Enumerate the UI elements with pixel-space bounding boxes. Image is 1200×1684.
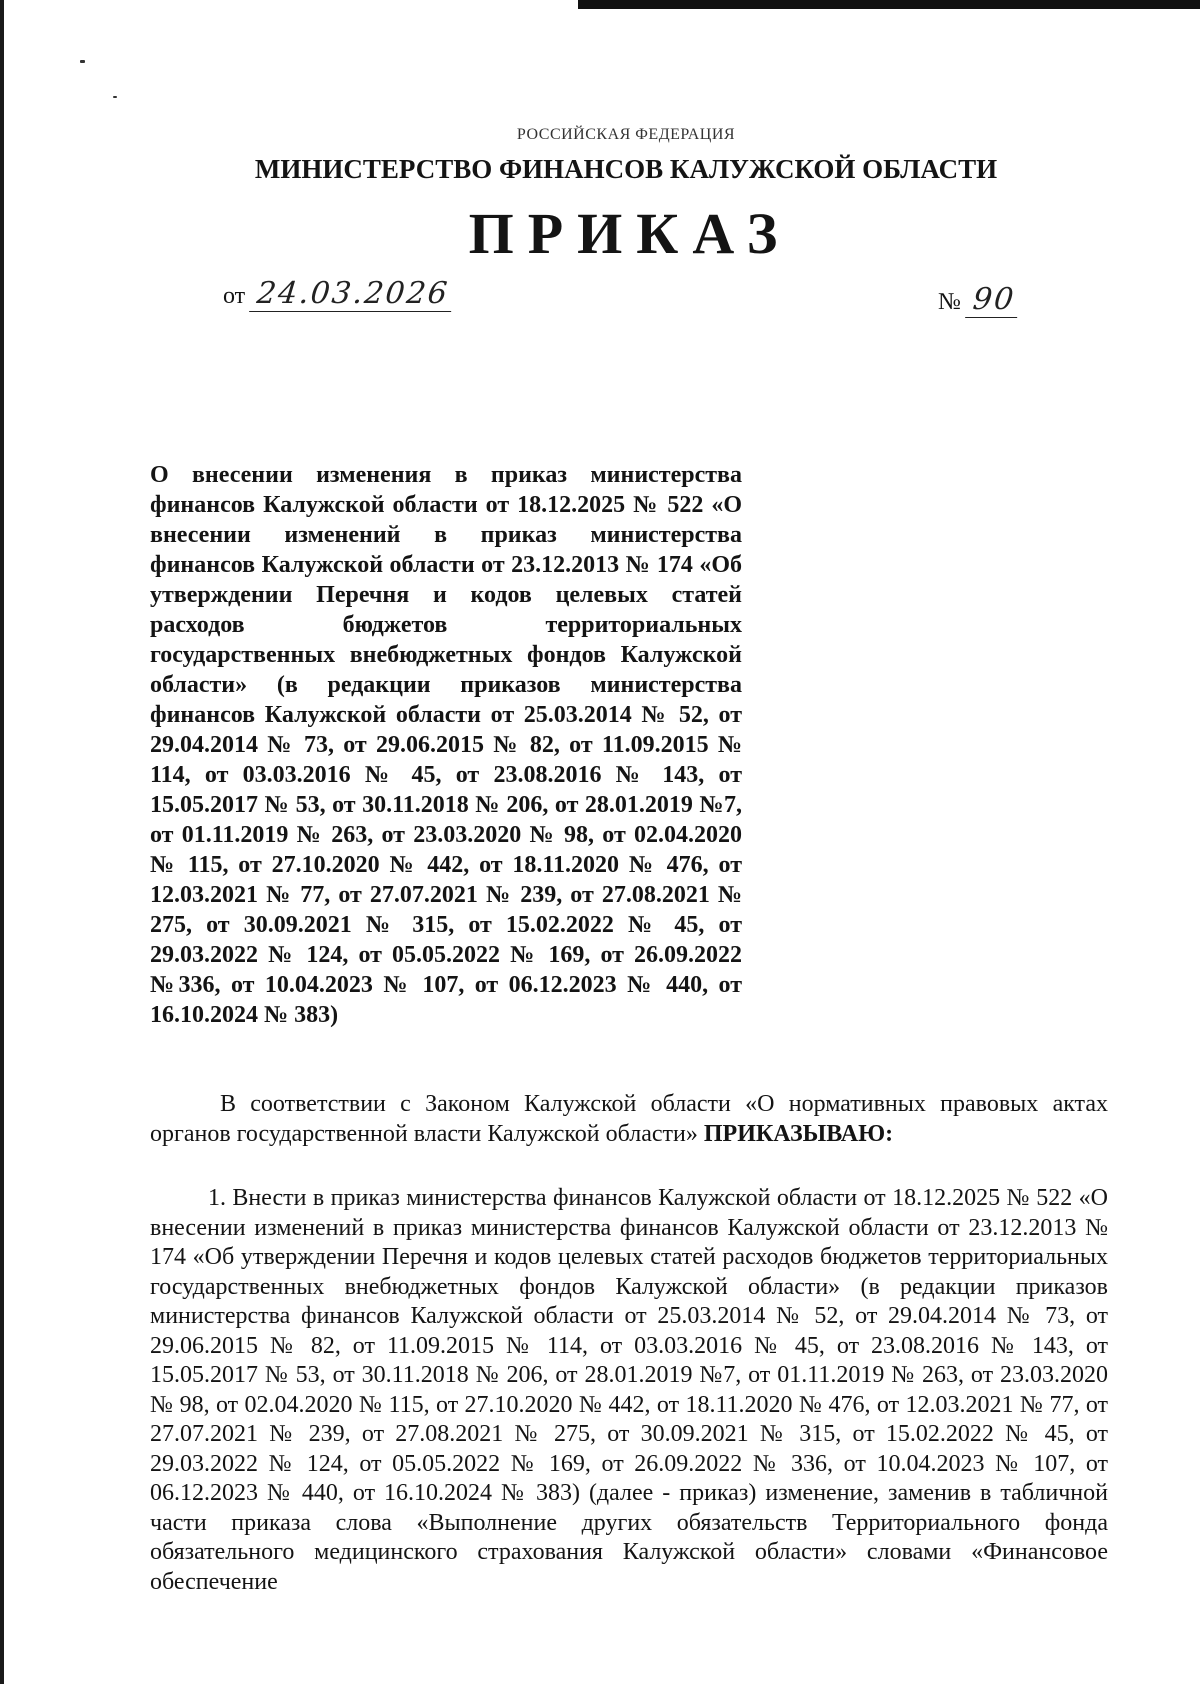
scan-edge-left [0,0,4,1684]
preamble-paragraph [150,1090,1108,1149]
document-type: ПРИКАЗ [468,201,792,266]
order-word: ПРИКАЗЫВАЮ: [703,1120,894,1147]
preamble-text: В соответствии с Законом Калужской области «О нормативных правовых актах органов государственной власти Калужской области» [150,1091,1108,1147]
scan-speck [80,60,85,63]
item-1-paragraph: 1. Внести в приказ министерства финансов Калужской области от 18.12.2025 № 522 «О внесении изменений в приказ министерства финансов Калужской области от 23.12.2013 № 174 «Об утверждении Перечня и кодов целевых статей расходов бюджетов территориальных государственных внебюджетных фондов Калужской области» (в редакции приказов министерства финансов Калужской области от 25.03.2014 № 52, от 29.04.2014 № 73, от 29.06.2015 № 82, от 11.09.2015 № 114, от 03.03.2016 № 45, от 23.08.2016 № 143, от 15.05.2017 № 53, от 30.11.2018 № 206, от 28.01.2019 №7, от 01.11.2019 № 263, от 23.03.2020 № 98, от 02.04.2020 № 115, от 27.10.2020 № 442, от 18.11.2020 № 476, от 12.03.2021 № 77, от 27.07.2021 № 239, от 27.08.2021 № 275, от 30.09.2021 № 315, от 15.02.2022 № 45, от 29.03.2022 № 124, от 05.05.2022 № 169, от 26.09.2022 № 336, от 10.04.2023 № 107, от 06.12.2023 № 440, от 16.10.2024 № 383) (далее - приказ) изменение, заменив в табличной части приказа слова «Выполнение других обязательств Территориального фонда обязательного медицинского страхования Калужской области» словами «Финансовое обеспечение [150,1185,1108,1595]
scan-speck [113,96,117,98]
date-prefix: от [223,283,246,309]
scan-edge-top [578,0,1200,9]
ministry-name: МИНИСТЕРСТВО ФИНАНСОВ КАЛУЖСКОЙ ОБЛАСТИ [254,154,998,184]
handwritten-number: 90 [965,282,1021,318]
number-prefix: № [938,289,961,315]
order-number [938,282,1019,318]
order-date [223,276,453,312]
handwritten-date: 24.03.2026 [249,276,455,312]
country-header: РОССИЙСКАЯ ФЕДЕРАЦИЯ [516,126,736,143]
order-subject: О внесении изменения в приказ министерства финансов Калужской области от 18.12.2025 № 522 «О внесении изменений в приказ министерства финансов Калужской области от 23.12.2013 № 174 «Об утверждении Перечня и кодов целевых статей расходов бюджетов территориальных государственных внебюджетных фондов Калужской области» (в редакции приказов министерства финансов Калужской области от 25.03.2014 № 52, от 29.04.2014 № 73, от 29.06.2015 № 82, от 11.09.2015 № 114, от 03.03.2016 № 45, от 23.08.2016 № 143, от 15.05.2017 № 53, от 30.11.2018 № 206, от 28.01.2019 №7, от 01.11.2019 № 263, от 23.03.2020 № 98, от 02.04.2020 № 115, от 27.10.2020 № 442, от 18.11.2020 № 476, от 12.03.2021 № 77, от 27.07.2021 № 239, от 27.08.2021 № 275, от 30.09.2021 № 315, от 15.02.2022 № 45, от 29.03.2022 № 124, от 05.05.2022 № 169, от 26.09.2022 №336, от 10.04.2023 № 107, от 06.12.2023 № 440, от 16.10.2024 № 383) [150,462,742,1028]
